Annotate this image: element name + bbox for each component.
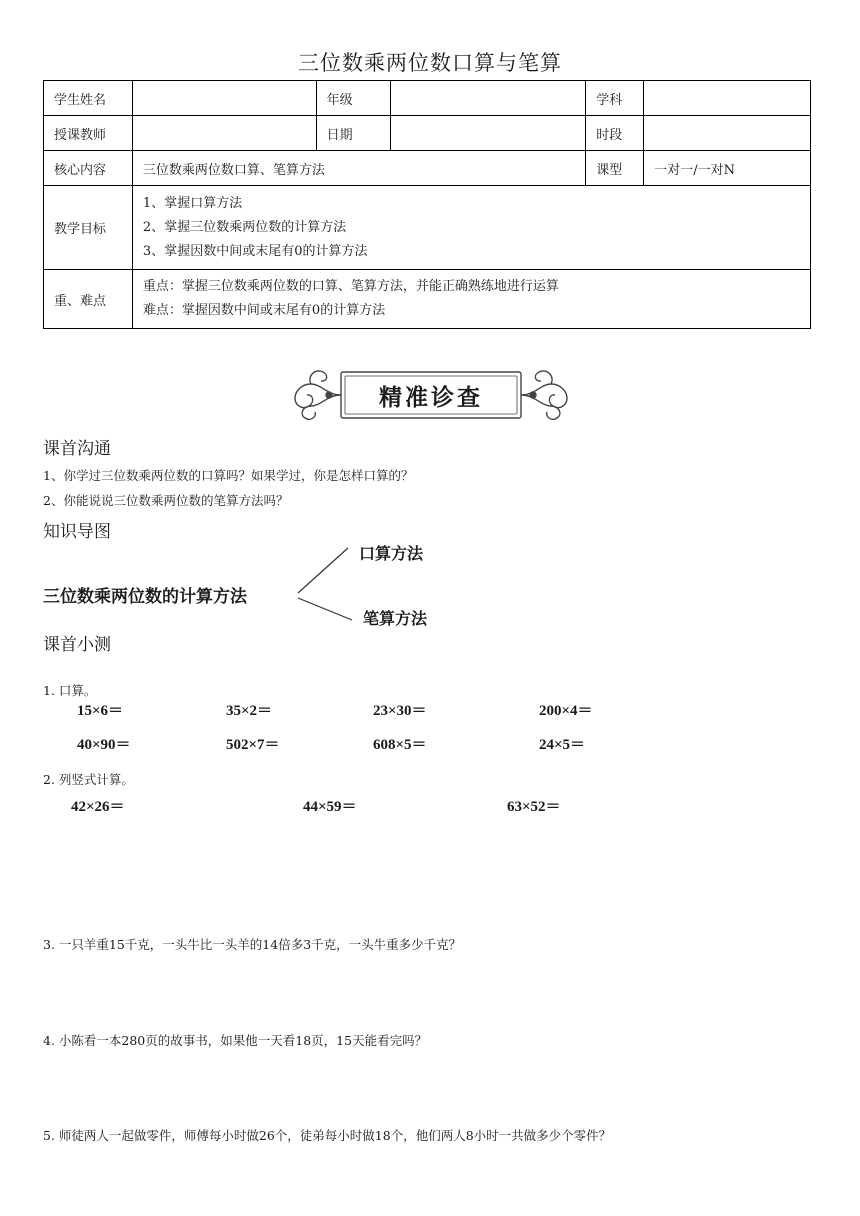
period-label: 时段 — [586, 116, 644, 151]
table-row — [44, 186, 811, 270]
key-points-label: 重、难点 — [44, 270, 133, 329]
oral-calc-item: 24×5＝ — [539, 737, 586, 753]
vertical-calc-item: 42×26＝ — [71, 799, 125, 815]
grade-label: 年级 — [316, 81, 390, 116]
oral-calc-item: 502×7＝ — [226, 737, 280, 753]
oral-calc-item: 40×90＝ — [77, 737, 131, 753]
word-problem: 4. 小陈看一本280页的故事书，如果他一天看18页，15天能看完吗？ — [43, 1033, 428, 1048]
subject-field[interactable] — [644, 81, 811, 116]
key-point-item: 难点：掌握因数中间或末尾有0的计算方法 — [142, 303, 386, 318]
oral-calc-item: 15×6＝ — [77, 703, 124, 719]
oral-calc-item: 35×2＝ — [226, 703, 273, 719]
vertical-calc-item: 44×59＝ — [303, 799, 357, 815]
table-row — [44, 270, 811, 329]
period-field[interactable] — [644, 116, 811, 151]
table-row — [44, 81, 811, 116]
class-type-label: 课型 — [586, 151, 644, 186]
grade-field[interactable] — [390, 81, 586, 116]
subject-label: 学科 — [586, 81, 644, 116]
goal-item: 2、掌握三位数乘两位数的计算方法 — [142, 219, 347, 235]
mind-map-branch: 口算方法 — [359, 544, 424, 563]
mind-map-heading: 知识导图 — [43, 522, 111, 542]
student-name-field[interactable] — [132, 81, 316, 116]
oral-calc-item: 23×30＝ — [373, 703, 427, 719]
lesson-info-table — [43, 80, 811, 329]
core-content-label: 核心内容 — [44, 151, 133, 186]
vertical-calc-item: 63×52＝ — [507, 799, 561, 815]
core-content-value: 三位数乘两位数口算、笔算方法 — [132, 151, 585, 186]
question-label: 2. 列竖式计算。 — [43, 772, 134, 787]
goals-cell — [132, 186, 810, 270]
table-row — [44, 116, 811, 151]
goal-item: 1、掌握口算方法 — [142, 195, 243, 211]
teacher-field[interactable] — [132, 116, 316, 151]
word-problem: 5. 师徒两人一起做零件，师傅每小时做26个，徒弟每小时做18个，他们两人8小时一共做多少个零件？ — [43, 1128, 612, 1143]
key-points-cell — [132, 270, 810, 329]
oral-calc-item: 608×5＝ — [373, 737, 427, 753]
student-name-label: 学生姓名 — [44, 81, 133, 116]
key-point-item: 重点：掌握三位数乘两位数的口算、笔算方法，并能正确熟练地进行运算 — [142, 279, 559, 294]
page-title: 三位数乘两位数口算与笔算 — [298, 51, 562, 75]
teacher-label: 授课教师 — [44, 116, 133, 151]
goal-item: 3、掌握因数中间或末尾有0的计算方法 — [142, 243, 368, 259]
section-banner — [287, 362, 575, 428]
word-problem: 3. 一只羊重15千克，一头牛比一头羊的14倍多3千克，一头牛重多少千克？ — [43, 937, 462, 952]
pre-class-question: 1、你学过三位数乘两位数的口算吗？如果学过，你是怎样口算的？ — [43, 468, 414, 483]
quiz-heading: 课首小测 — [43, 635, 111, 655]
pre-class-question: 2、你能说说三位数乘两位数的笔算方法吗？ — [43, 493, 289, 508]
class-type-value: 一对一/一对N — [644, 151, 811, 186]
goals-label: 教学目标 — [44, 186, 133, 270]
date-field[interactable] — [390, 116, 586, 151]
table-row — [44, 151, 811, 186]
oral-calc-item: 200×4＝ — [539, 703, 593, 719]
mind-map-center: 三位数乘两位数的计算方法 — [43, 587, 247, 607]
date-label: 日期 — [316, 116, 390, 151]
mind-map-branch: 笔算方法 — [363, 609, 428, 628]
question-label: 1. 口算。 — [43, 683, 97, 698]
banner-title: 精准诊查 — [379, 384, 483, 411]
pre-class-heading: 课首沟通 — [43, 439, 111, 459]
mind-map-connector-icon — [290, 540, 360, 630]
